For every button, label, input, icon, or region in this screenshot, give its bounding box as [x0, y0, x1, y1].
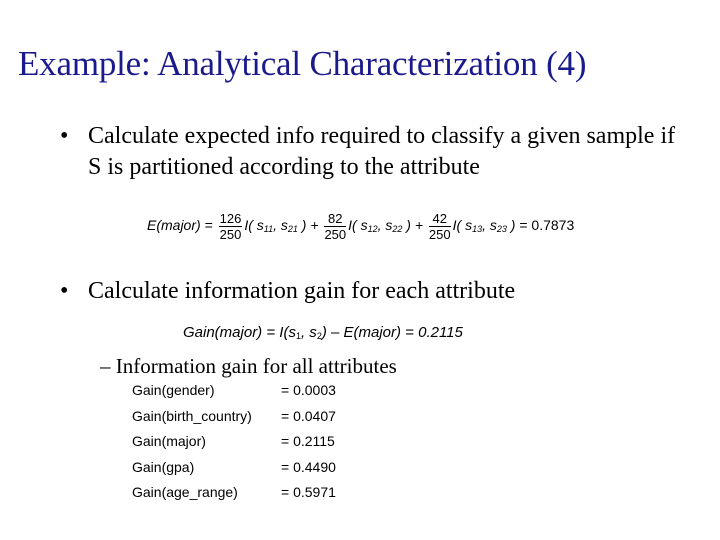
slide-title: Example: Analytical Characterization (4)	[18, 44, 587, 83]
formula-subscript: 2	[316, 331, 322, 341]
gain-value: = 0.2115	[281, 433, 335, 449]
gain-name: Gain(age_range)	[132, 484, 238, 500]
term-subscript: 21	[287, 224, 298, 235]
gain-value: = 0.0407	[281, 407, 336, 424]
formula-term	[453, 217, 516, 233]
formula-rest: ) – E(major) = 0.2115	[321, 324, 463, 341]
term-function: I( s	[452, 217, 473, 234]
formula-lhs: Gain(major) = I(s	[183, 324, 296, 341]
formula-sep: , s	[300, 324, 317, 341]
term-close: ) +	[402, 217, 424, 234]
formula-term	[244, 217, 318, 233]
formula-term	[348, 217, 423, 233]
term-close: )	[506, 217, 516, 234]
bullet-text: Calculate information gain for each attribute	[88, 278, 516, 304]
gain-name: Gain(birth_country)	[132, 407, 252, 424]
term-subscript: 23	[496, 224, 507, 235]
gain-name: Gain(major)	[132, 433, 206, 449]
subbullet-all-gains	[100, 354, 397, 379]
formula-subscript: 1	[295, 331, 301, 341]
term-function: I( s	[348, 217, 368, 234]
gain-row	[132, 433, 392, 459]
bullet-text: Calculate expected info required to classify a given sample if S is partitioned according to the attribute	[88, 123, 676, 180]
fraction	[219, 211, 243, 242]
term-subscript: 22	[392, 224, 403, 235]
subbullet-text: Information gain for all attributes	[115, 354, 397, 378]
fraction-denominator: 250	[428, 227, 451, 242]
bullet-marker: •	[60, 123, 69, 149]
fraction	[429, 211, 451, 242]
fraction-numerator: 42	[429, 211, 451, 227]
gain-value: = 0.4490	[281, 458, 336, 475]
gain-value: = 0.0003	[281, 382, 336, 398]
gain-row	[132, 459, 392, 485]
term-close: ) +	[297, 217, 319, 234]
term-subscript: 12	[367, 224, 378, 235]
term-sep: , s	[273, 217, 288, 234]
gain-name: Gain(gpa)	[132, 458, 195, 475]
gain-major-formula	[183, 324, 463, 341]
gain-name: Gain(gender)	[132, 382, 215, 398]
fraction-denominator: 250	[324, 227, 347, 242]
bullet-marker: •	[60, 278, 69, 304]
gain-table	[132, 382, 392, 510]
expected-info-formula	[147, 211, 574, 242]
term-sep: , s	[377, 217, 393, 234]
fraction-denominator: 250	[219, 227, 242, 242]
gain-row	[132, 382, 392, 408]
fraction-numerator: 82	[324, 211, 346, 227]
bullet-information-gain	[60, 276, 688, 307]
gain-row	[132, 408, 392, 434]
formula-result: = 0.7873	[519, 217, 575, 234]
fraction	[324, 211, 346, 242]
gain-row	[132, 484, 392, 510]
formula-lhs: E(major) =	[147, 217, 213, 234]
term-sep: , s	[482, 217, 497, 234]
bullet-expected-info	[60, 121, 688, 183]
gain-value: = 0.5971	[281, 484, 336, 500]
term-function: I( s	[244, 217, 264, 234]
term-subscript: 13	[472, 224, 483, 235]
subbullet-marker: –	[100, 354, 111, 378]
term-subscript: 11	[263, 224, 274, 235]
fraction-numerator: 126	[219, 211, 242, 226]
